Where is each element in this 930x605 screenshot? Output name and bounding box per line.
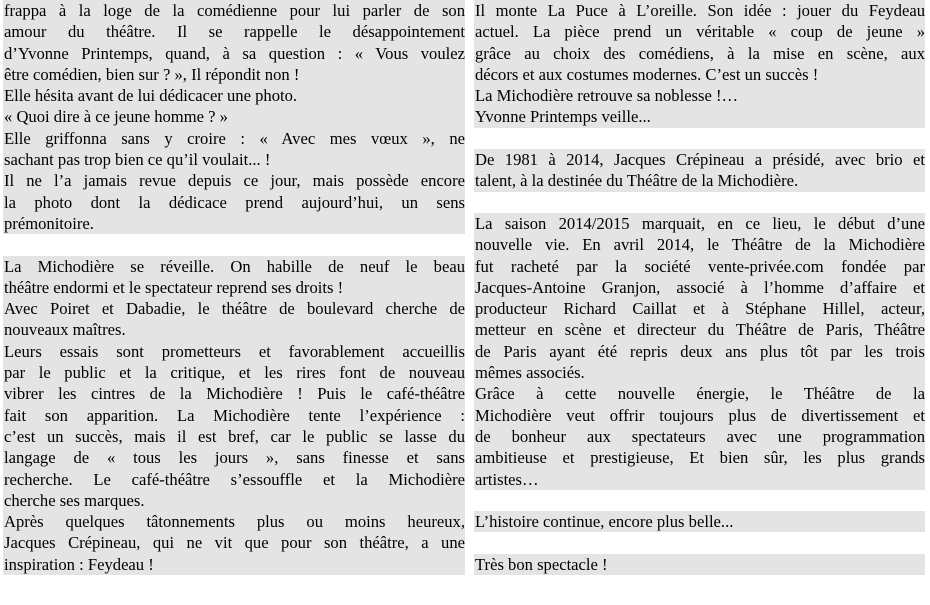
text-line: de bonheur aux spectateurs avec une programmation	[475, 426, 925, 446]
text-line: frappa à la loge de la comédienne pour lui parler de son	[4, 1, 465, 20]
text-line: Leurs essais sont prometteurs et favorablement accueillis	[4, 341, 465, 361]
paragraph-gap	[3, 234, 465, 255]
text-line: de Paris ayant été repris deux ans plus tôt par les trois	[475, 341, 925, 361]
text-line: prémonitoire.	[3, 213, 465, 234]
text-line: ambitieuse et prestigieuse, Et bien sûr, les plus grands	[475, 448, 925, 468]
text-line: Il monte La Puce à L’oreille. Son idée : jouer du Feydeau	[475, 1, 925, 20]
text-line: L’histoire continue, encore plus belle...	[474, 511, 925, 532]
text-line: Michodière veut offrir toujours plus de divertissement et	[475, 405, 925, 425]
text-line: Grâce à cette nouvelle énergie, le Théâtre de la	[475, 384, 925, 404]
text-line: théâtre endormi et le spectateur reprend ses droits !	[3, 277, 465, 298]
text-line: De 1981 à 2014, Jacques Crépineau a présidé, avec brio et	[475, 150, 925, 170]
paragraph-gap	[474, 532, 925, 553]
text-line: décors et aux costumes modernes. C’est un succès !	[474, 64, 925, 85]
text-line: Il ne l’a jamais revue depuis ce jour, mais possède encore	[4, 171, 465, 191]
text-line: c’est un succès, mais il est bref, car le public se lasse du	[4, 426, 465, 446]
text-line: la photo dont la dédicace prend aujourd’hui, un sens	[4, 192, 465, 212]
text-line: La Michodière se réveille. On habille de neuf le beau	[4, 256, 465, 276]
text-line: amour du théâtre. Il se rappelle le désappointement	[4, 22, 465, 42]
text-line: nouveaux maîtres.	[3, 319, 465, 340]
text-line: talent, à la destinée du Théâtre de la Michodière.	[474, 170, 925, 191]
text-line: langage de « tous les jours », sans finesse et sans	[4, 448, 465, 468]
text-line: inspiration : Feydeau !	[3, 554, 465, 575]
text-line: fait son apparition. La Michodière tente l’expérience :	[4, 405, 465, 425]
paragraph-gap	[474, 128, 925, 149]
text-line: Jacques Crépineau, qui ne vit que pour son théâtre, a une	[4, 533, 465, 553]
text-line: nouvelle vie. En avril 2014, le Théâtre de la Michodière	[475, 235, 925, 255]
text-line: Elle hésita avant de lui dédicacer une photo.	[3, 85, 465, 106]
text-line: vibrer les cintres de la Michodière ! Puis le café-théâtre	[4, 384, 465, 404]
paragraph-gap	[474, 192, 925, 213]
text-line: sachant pas trop bien ce qu’il voulait... !	[3, 149, 465, 170]
paragraph-gap	[474, 490, 925, 511]
text-line: La Michodière retrouve sa noblesse !…	[474, 85, 925, 106]
left-text-column	[3, 0, 465, 575]
right-text-column	[474, 0, 925, 575]
text-line: « Quoi dire à ce jeune homme ? »	[3, 106, 465, 127]
text-line: recherche. Le café-théâtre s’essouffle et la Michodière	[4, 469, 465, 489]
text-line: artistes…	[474, 469, 925, 490]
text-line: par le public et la critique, et les rires font de nouveau	[4, 363, 465, 383]
text-line: d’Yvonne Printemps, quand, à sa question : « Vous voulez	[4, 43, 465, 63]
text-line: cherche ses marques.	[3, 490, 465, 511]
text-line: mêmes associés.	[474, 362, 925, 383]
text-line: producteur Richard Caillat et à Stéphane Hillel, acteur,	[475, 299, 925, 319]
text-line: Elle griffonna sans y croire : « Avec mes vœux », ne	[4, 128, 465, 148]
text-line: Très bon spectacle !	[474, 554, 925, 575]
text-line: Yvonne Printemps veille...	[474, 106, 925, 127]
text-line: fut racheté par la société vente-privée.com fondée par	[475, 256, 925, 276]
text-line: actuel. La pièce prend un véritable « coup de jeune »	[475, 22, 925, 42]
text-line: Jacques-Antoine Granjon, associé à l’homme d’affaire et	[475, 277, 925, 297]
text-line: être comédien, bien sur ? », Il répondit non !	[3, 64, 465, 85]
text-line: Après quelques tâtonnements plus ou moins heureux,	[4, 512, 465, 532]
text-line: Avec Poiret et Dabadie, le théâtre de boulevard cherche de	[4, 299, 465, 319]
text-line: grâce au choix des comédiens, à la mise en scène, aux	[475, 43, 925, 63]
text-line: La saison 2014/2015 marquait, en ce lieu, le début d’une	[475, 213, 925, 233]
text-line: metteur en scène et directeur du Théâtre de Paris, Théâtre	[475, 320, 925, 340]
